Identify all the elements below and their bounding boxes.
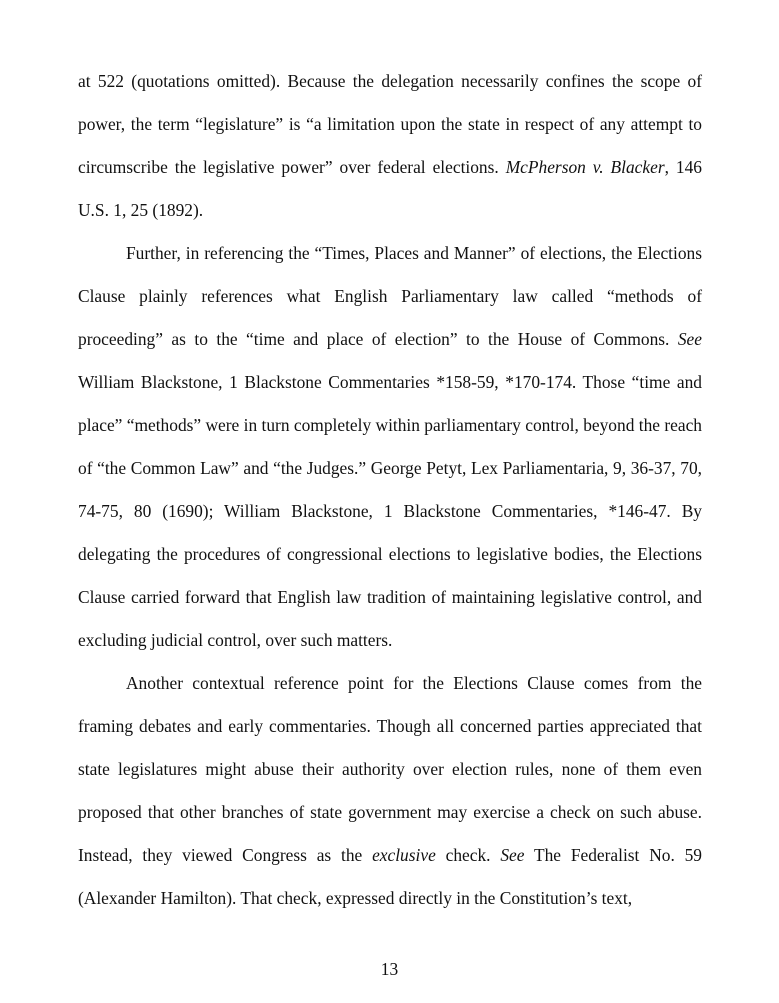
text-run: at 522 (quotations omitted). Because the delegation necessarily confines the scope of power, the term “legislature” is “a limitation upon the state in respect of any attempt to circumscribe the legislative power” over federal elections.: [78, 71, 702, 177]
paragraph-2: [78, 232, 702, 662]
emphasis-italic: exclusive: [372, 845, 436, 865]
page-number: 13: [380, 959, 399, 979]
case-name-italic: McPherson v. Blacker: [505, 157, 665, 177]
signal-italic: See: [500, 845, 525, 865]
paragraph-3: [78, 662, 702, 920]
signal-italic: See: [677, 329, 702, 349]
text-run: The Federalist No. 59 (Alexander Hamilton). That check, expressed directly in the Constitution’s text,: [78, 845, 703, 908]
document-body: [78, 60, 702, 920]
paragraph-1: [78, 60, 702, 232]
text-run: Another contextual reference point for the Elections Clause comes from the framing debates and early commentaries. Though all concerned parties appreciated that state legislatures might abuse their authority over election rules, none of them even proposed that other branches of state government may exercise a check on such abuse. Instead, they viewed Congress as the: [78, 673, 702, 865]
text-run: , 146 U.S. 1, 25 (1892).: [78, 157, 702, 220]
text-run: Further, in referencing the “Times, Places and Manner” of elections, the Elections Clause plainly references what English Parliamentary law called “methods of proceeding” as to the “time and place of election” to the House of Commons.: [78, 243, 702, 349]
text-run: check.: [435, 845, 501, 865]
text-run: William Blackstone, 1 Blackstone Commentaries *158-59, *170-174. Those “time and place” “methods” were in turn completely within parliamentary control, beyond the reach of “the Common Law” and “the Judges.” George Petyt, Lex Parliamentaria, 9, 36-37, 70, 74-75, 80 (1690); William Blackstone, 1 Blackstone Commentaries, *146-47. By delegating the procedures of congressional elections to legislative bodies, the Elections Clause carried forward that English law tradition of maintaining legislative control, and excluding judicial control, over such matters.: [78, 372, 702, 650]
